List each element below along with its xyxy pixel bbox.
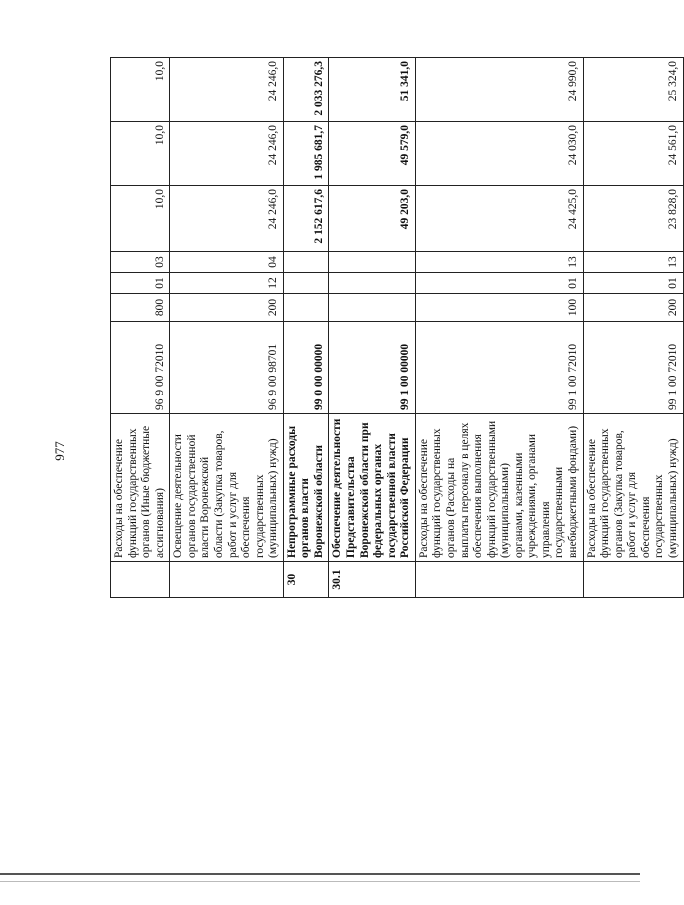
row-value-2: 24 561,0 bbox=[583, 122, 683, 186]
row-rz: 12 bbox=[170, 273, 284, 294]
row-value-1: 10,0 bbox=[111, 186, 170, 252]
row-name: Непрограммные расходы органов власти Воронежской области bbox=[283, 414, 329, 562]
scan-edge-line bbox=[0, 873, 640, 875]
row-pr bbox=[329, 252, 415, 273]
row-value-2: 24 246,0 bbox=[170, 122, 284, 186]
row-pr: 04 bbox=[170, 252, 284, 273]
row-value-3: 24 990,0 bbox=[415, 58, 583, 122]
row-value-2: 1 985 681,7 bbox=[283, 122, 329, 186]
table-row bbox=[415, 58, 583, 598]
row-value-3: 2 033 276,3 bbox=[283, 58, 329, 122]
row-code: 96 9 00 98701 bbox=[170, 322, 284, 414]
row-number bbox=[415, 562, 583, 598]
row-value-1: 24 246,0 bbox=[170, 186, 284, 252]
row-vr: 800 bbox=[111, 294, 170, 322]
row-value-3: 25 324,0 bbox=[583, 58, 683, 122]
row-vr bbox=[283, 294, 329, 322]
row-rz: 01 bbox=[111, 273, 170, 294]
row-code: 99 1 00 72010 bbox=[415, 322, 583, 414]
row-name: Обеспечение деятельности Представительства Воронежской области при федеральных органах государственной власти Российской Федерации bbox=[329, 414, 415, 562]
row-number bbox=[583, 562, 683, 598]
row-rz: 01 bbox=[415, 273, 583, 294]
row-number bbox=[170, 562, 284, 598]
row-value-1: 24 425,0 bbox=[415, 186, 583, 252]
row-pr bbox=[283, 252, 329, 273]
row-rz bbox=[329, 273, 415, 294]
table-row bbox=[583, 58, 683, 598]
row-code: 99 1 00 72010 bbox=[583, 322, 683, 414]
row-vr: 100 bbox=[415, 294, 583, 322]
row-code: 99 1 00 00000 bbox=[329, 322, 415, 414]
row-value-1: 49 203,0 bbox=[329, 186, 415, 252]
row-pr: 03 bbox=[111, 252, 170, 273]
row-code: 96 9 00 72010 bbox=[111, 322, 170, 414]
row-rz: 01 bbox=[583, 273, 683, 294]
row-rz bbox=[283, 273, 329, 294]
budget-table bbox=[110, 57, 684, 598]
table-row bbox=[283, 58, 329, 598]
row-value-1: 23 828,0 bbox=[583, 186, 683, 252]
table-row bbox=[111, 58, 170, 598]
row-number: 30 bbox=[283, 562, 329, 598]
row-number: 30.1 bbox=[329, 562, 415, 598]
row-value-2: 24 030,0 bbox=[415, 122, 583, 186]
scan-edge-line bbox=[0, 881, 640, 882]
table-row bbox=[329, 58, 415, 598]
row-name: Освещение деятельности органов государственной власти Воронежской области (Закупка товаров, работ и услуг для обеспечения государственных (муниципальных) нужд) bbox=[170, 414, 284, 562]
rotated-table-wrapper bbox=[110, 58, 679, 598]
row-number bbox=[111, 562, 170, 598]
page-number: 977 bbox=[52, 441, 67, 461]
row-vr: 200 bbox=[583, 294, 683, 322]
row-value-2: 10,0 bbox=[111, 122, 170, 186]
row-value-3: 51 341,0 bbox=[329, 58, 415, 122]
row-value-3: 24 246,0 bbox=[170, 58, 284, 122]
row-value-1: 2 152 617,6 bbox=[283, 186, 329, 252]
row-name: Расходы на обеспечение функций государственных органов (Расходы на выплаты персоналу в целях обеспечения выполнения функций государственными (муниципальными) органами, казенными учреждениями, органами управления государственными внебюджетными фондами) bbox=[415, 414, 583, 562]
row-name: Расходы на обеспечение функций государственных органов (Иные бюджетные ассигнования) bbox=[111, 414, 170, 562]
row-value-2: 49 579,0 bbox=[329, 122, 415, 186]
row-value-3: 10,0 bbox=[111, 58, 170, 122]
row-name: Расходы на обеспечение функций государственных органов (Закупка товаров, работ и услуг для обеспечения государственных (муниципальных) нужд) bbox=[583, 414, 683, 562]
row-vr: 200 bbox=[170, 294, 284, 322]
row-vr bbox=[329, 294, 415, 322]
row-code: 99 0 00 00000 bbox=[283, 322, 329, 414]
table-row bbox=[170, 58, 284, 598]
row-pr: 13 bbox=[583, 252, 683, 273]
row-pr: 13 bbox=[415, 252, 583, 273]
